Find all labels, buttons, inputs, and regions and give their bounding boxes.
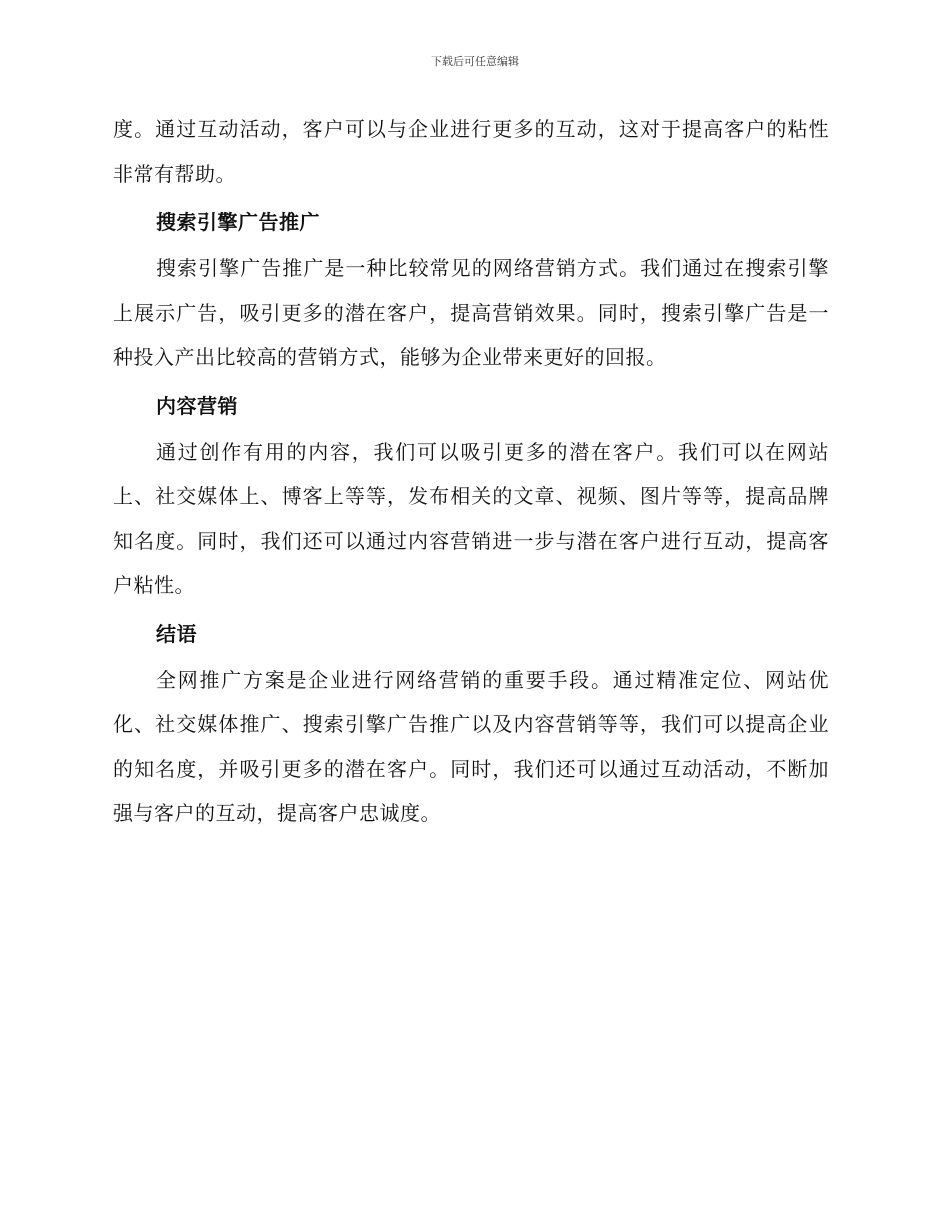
section-heading-conclusion: 结语 (156, 621, 197, 646)
section-paragraph-conclusion: 全网推广方案是企业进行网络营销的重要手段。通过精准定位、网站优化、社交媒体推广、搜索引擎广告推广以及内容营销等等，我们可以提高企业的知名度，并吸引更多的潜在客户。同时，我们还可以通过互动活动，不断加强与客户的互动，提高客户忠诚度。 (113, 667, 829, 825)
section-heading-content-marketing: 内容营销 (156, 393, 238, 418)
section-paragraph-content-marketing: 通过创作有用的内容，我们可以吸引更多的潜在客户。我们可以在网站上、社交媒体上、博客上等等，发布相关的文章、视频、图片等等，提高品牌知名度。同时，我们还可以通过内容营销进一步与潜在客户进行互动，提高客户粘性。 (113, 439, 829, 597)
page-header-note: 下载后可任意编辑 (431, 55, 519, 68)
intro-continuation-paragraph: 度。通过互动活动，客户可以与企业进行更多的互动，这对于提高客户的粘性非常有帮助。 (113, 117, 829, 186)
section-heading-search-ads: 搜索引擎广告推广 (156, 210, 320, 234)
section-paragraph-search-ads: 搜索引擎广告推广是一种比较常见的网络营销方式。我们通过在搜索引擎上展示广告，吸引更多的潜在客户，提高营销效果。同时，搜索引擎广告是一种投入产出比较高的营销方式，能够为企业带来更好的回报。 (113, 256, 829, 369)
document-body (113, 107, 829, 836)
